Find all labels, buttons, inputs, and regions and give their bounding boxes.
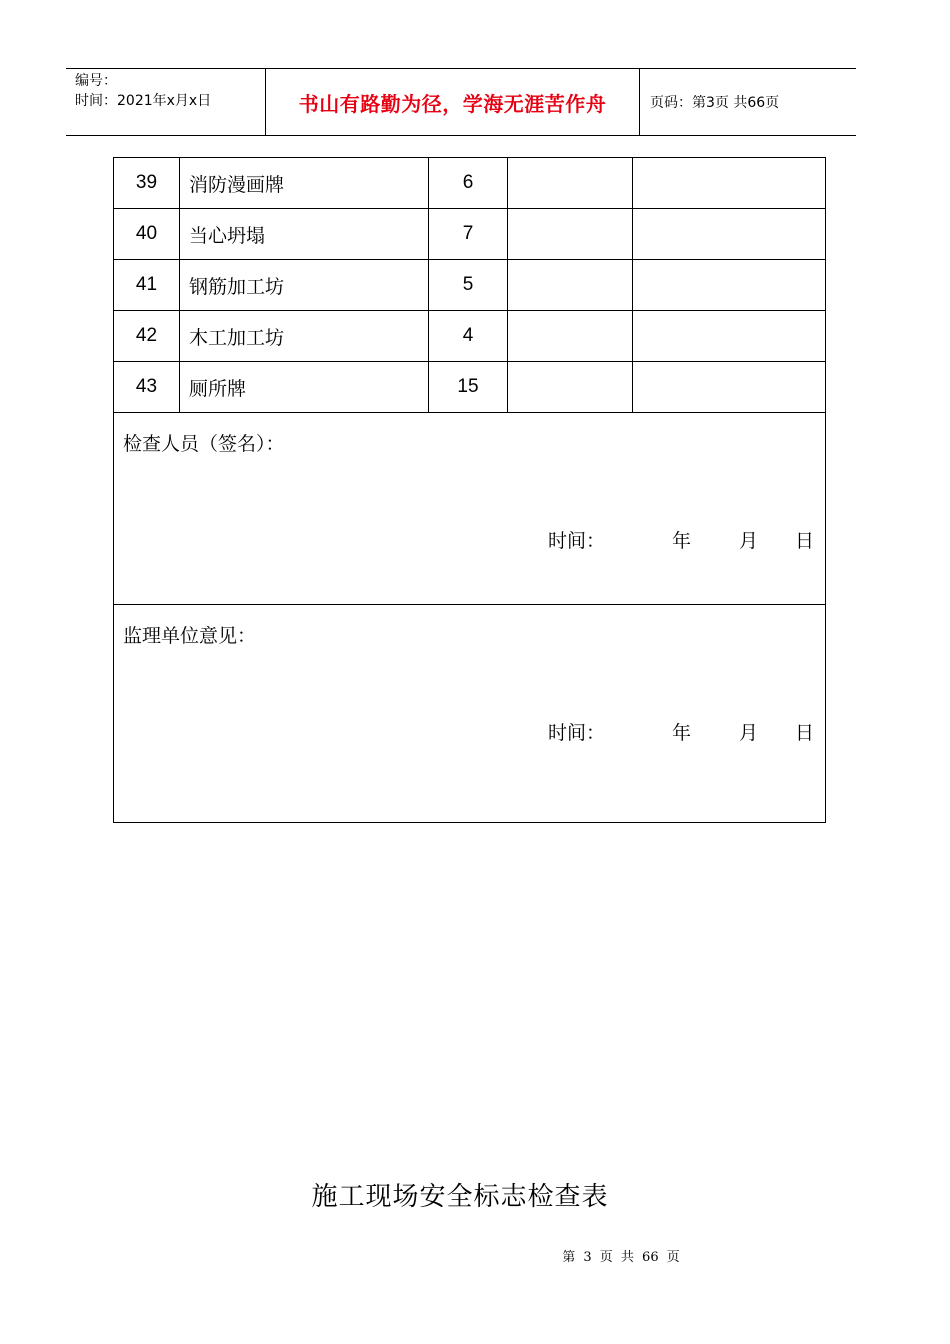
row-number: 42 (114, 311, 180, 362)
inspector-row (114, 413, 826, 605)
month-label: 月 (739, 530, 759, 552)
empty-cell (508, 260, 633, 311)
empty-cell (633, 311, 826, 362)
sign-quantity: 6 (429, 158, 508, 209)
sign-name: 消防漫画牌 (180, 158, 429, 209)
row-number: 43 (114, 362, 180, 413)
empty-cell (508, 362, 633, 413)
inspector-label: 检查人员（签名）： (123, 433, 285, 455)
supervisor-row (114, 605, 826, 823)
sign-name: 木工加工坊 (180, 311, 429, 362)
empty-cell (633, 362, 826, 413)
inspection-table (113, 157, 826, 823)
empty-cell (508, 209, 633, 260)
header-motto: 书山有路勤为径，学海无涯苦作舟 (266, 69, 640, 135)
empty-cell (508, 158, 633, 209)
sign-name: 厕所牌 (180, 362, 429, 413)
table-row (114, 260, 826, 311)
sign-name: 钢筋加工坊 (180, 260, 429, 311)
row-number: 40 (114, 209, 180, 260)
document-title: 施工现场安全标志检查表 (311, 1182, 609, 1212)
day-label: 日 (795, 530, 815, 552)
number-label: 编号： (75, 73, 117, 89)
table-row (114, 311, 826, 362)
day-label: 日 (795, 722, 815, 744)
table-row (114, 158, 826, 209)
supervisor-label: 监理单位意见： (123, 625, 257, 647)
time-label: 时间： (548, 722, 606, 744)
time-label: 时间：2021年x月x日 (75, 93, 212, 109)
empty-cell (508, 311, 633, 362)
month-label: 月 (739, 722, 759, 744)
supervisor-opinion-cell (114, 605, 826, 823)
sign-quantity: 5 (429, 260, 508, 311)
year-label: 年 (672, 530, 692, 552)
header-page-info: 页码：第3页 共66页 (650, 95, 780, 111)
page-header (66, 68, 856, 136)
time-label: 时间： (548, 530, 606, 552)
year-label: 年 (672, 722, 692, 744)
page-number-footer: 第 3 页 共 66 页 (562, 1250, 680, 1265)
empty-cell (633, 209, 826, 260)
table-row (114, 362, 826, 413)
empty-cell (633, 158, 826, 209)
header-meta (66, 69, 266, 135)
sign-name: 当心坍塌 (180, 209, 429, 260)
inspector-signature-cell (114, 413, 826, 605)
row-number: 41 (114, 260, 180, 311)
row-number: 39 (114, 158, 180, 209)
sign-quantity: 4 (429, 311, 508, 362)
sign-quantity: 15 (429, 362, 508, 413)
empty-cell (633, 260, 826, 311)
sign-quantity: 7 (429, 209, 508, 260)
table-row (114, 209, 826, 260)
